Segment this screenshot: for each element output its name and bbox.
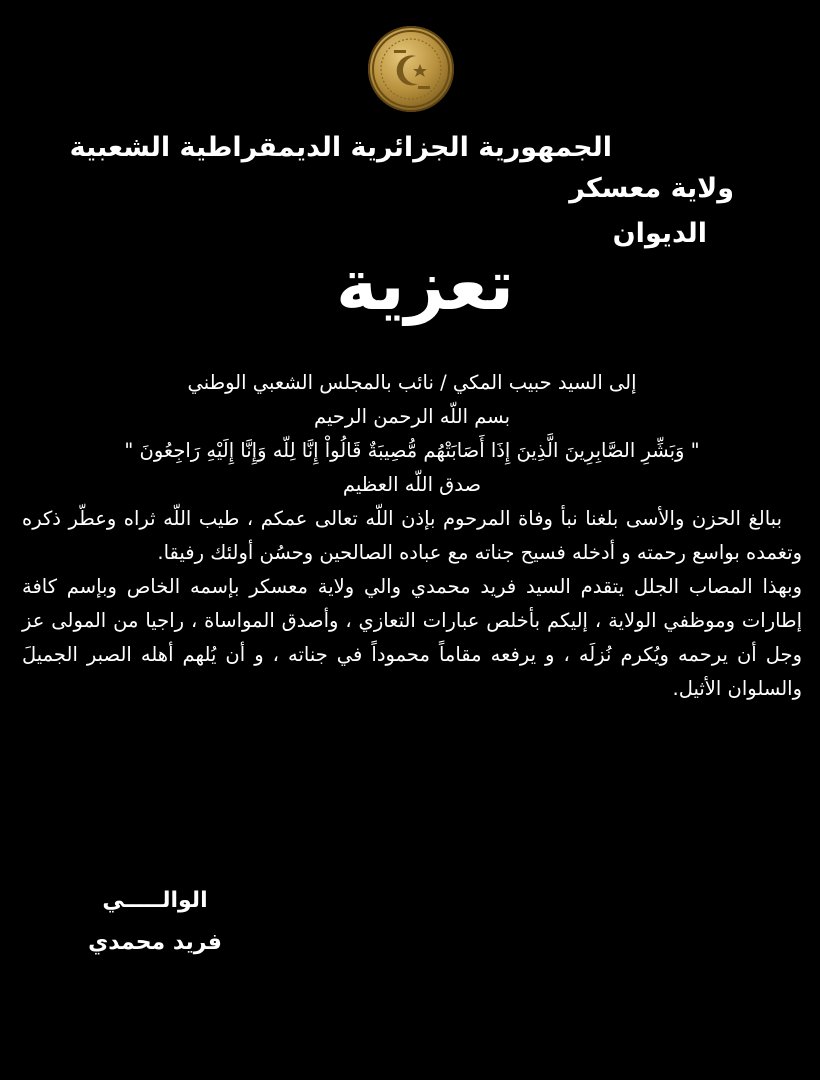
sadaq-line: صدق اللّه العظيم xyxy=(342,473,482,496)
page-title: تعزية xyxy=(335,244,515,326)
quran-verse: " وَبَشِّرِ الصَّابِرِينَ الَّذِينَ إِذَا أَصَابَتْهُم مُّصِيبَةٌ قَالُواْ إِنَّا لِلّه وَإِنَّا إِلَيْهِ رَاجِعُونَ " xyxy=(124,439,700,462)
paragraph-condolence: ببالغ الحزن والأسى بلغنا نبأ وفاة المرحوم بإذن اللّه تعالى عمكم ، طيب اللّه ثراه وعطّر ذكره وتغمده بواسع رحمته و أدخله فسيح جناته مع عباده الصالحين وحسُن أولئك رفيقا. xyxy=(22,507,802,564)
algeria-seal-icon xyxy=(368,26,454,112)
signature-name: فريد محمدي xyxy=(88,930,222,955)
republic-name: الجمهورية الجزائرية الديمقراطية الشعبية xyxy=(69,132,612,163)
addressee-line: إلى السيد حبيب المكي / نائب بالمجلس الشعبي الوطني xyxy=(187,371,637,394)
paragraph-wali: وبهذا المصاب الجلل يتقدم السيد فريد محمدي والي ولاية معسكر بإسمه الخاص وبإسم كافة إطارات وموظفي الولاية ، إليكم بأخلص عبارات التعازي ، وأصدق المواساة ، راجيا من المولى عز وجل أن يرحمه ويُكرم نُزلَه ، و يرفعه مقاماً محموداً في جناته ، و أن يُلهم أهله الصبر الجميلَ والسلوان الأثيل. xyxy=(22,575,802,700)
wilaya-name: ولاية معسكر xyxy=(569,173,734,204)
basmala-line: بسم اللّه الرحمن الرحيم xyxy=(314,405,510,428)
signature-title: الوالـــــي xyxy=(102,888,208,913)
office-name: الديوان xyxy=(612,218,707,249)
letter-body xyxy=(22,366,802,706)
